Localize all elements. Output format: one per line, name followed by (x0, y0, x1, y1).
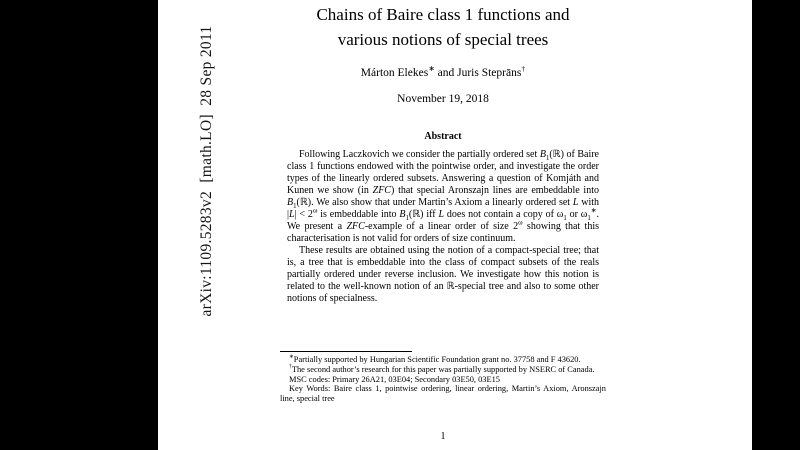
title-line-1: Chains of Baire class 1 functions and (316, 5, 570, 24)
arxiv-stamp: arXiv:1109.5283v2 [math.LO] 28 Sep 2011 (198, 25, 215, 317)
footnote-msc-codes: MSC codes: Primary 26A21, 03E04; Secondary 03E50, 03E15 (289, 374, 500, 384)
paper-page (158, 0, 752, 450)
paper-title (280, 3, 606, 52)
footnote-keywords: Key Words: Baire class 1, pointwise ordering, linear ordering, Martin’s Axiom, Aronszajn line, special tree (280, 384, 606, 403)
paper-content (280, 0, 606, 450)
authors-line: Márton Elekes∗ and Juris Steprāns† (360, 64, 526, 80)
abstract (287, 149, 599, 305)
footnotes (280, 351, 606, 404)
footnote-rule (280, 351, 412, 352)
footnote-support-2: †The second author’s research for this paper was partially supported by NSERC of Canada. (289, 363, 595, 374)
date-line: November 19, 2018 (397, 93, 489, 106)
title-line-2: various notions of special trees (337, 29, 549, 49)
abstract-paragraph-2: These results are obtained using the notion of a compact-special tree; that is, a tree that is embeddable into the class of compact subsets of the reals partially ordered under reverse inclusion. We investigate how this notion is related to the well-known notion of an ℝ-special tree and also to some other notions of specialness. (287, 245, 599, 305)
page-number: 1 (440, 431, 446, 442)
abstract-heading: Abstract (424, 131, 462, 143)
footnote-support-1: ∗Partially supported by Hungarian Scientific Foundation grant no. 37758 and F 43620. (289, 354, 581, 364)
abstract-paragraph-1: Following Laczkovich we consider the partially ordered set $B_1(ℝ)$ of Baire class 1 functions endowed with the pointwise order, and investigate the order types of the linearly ordered subsets. Answering a question of Komjáth and Kunen we show (in ZFC) that special Aronszajn lines are embeddable into $B_1(ℝ)$. We also show that under Martin’s Axiom a linearly ordered set L with $|L| < 2^\omega$ is embeddable into $B_1(ℝ)$ iff L does not contain a copy of $\omega_1$ or $\omega_1^∗$. We present a ZFC-example of a linear order of size $2^\omega$ showing that this characterisation is not valid for orders of size continuum. (287, 149, 600, 245)
